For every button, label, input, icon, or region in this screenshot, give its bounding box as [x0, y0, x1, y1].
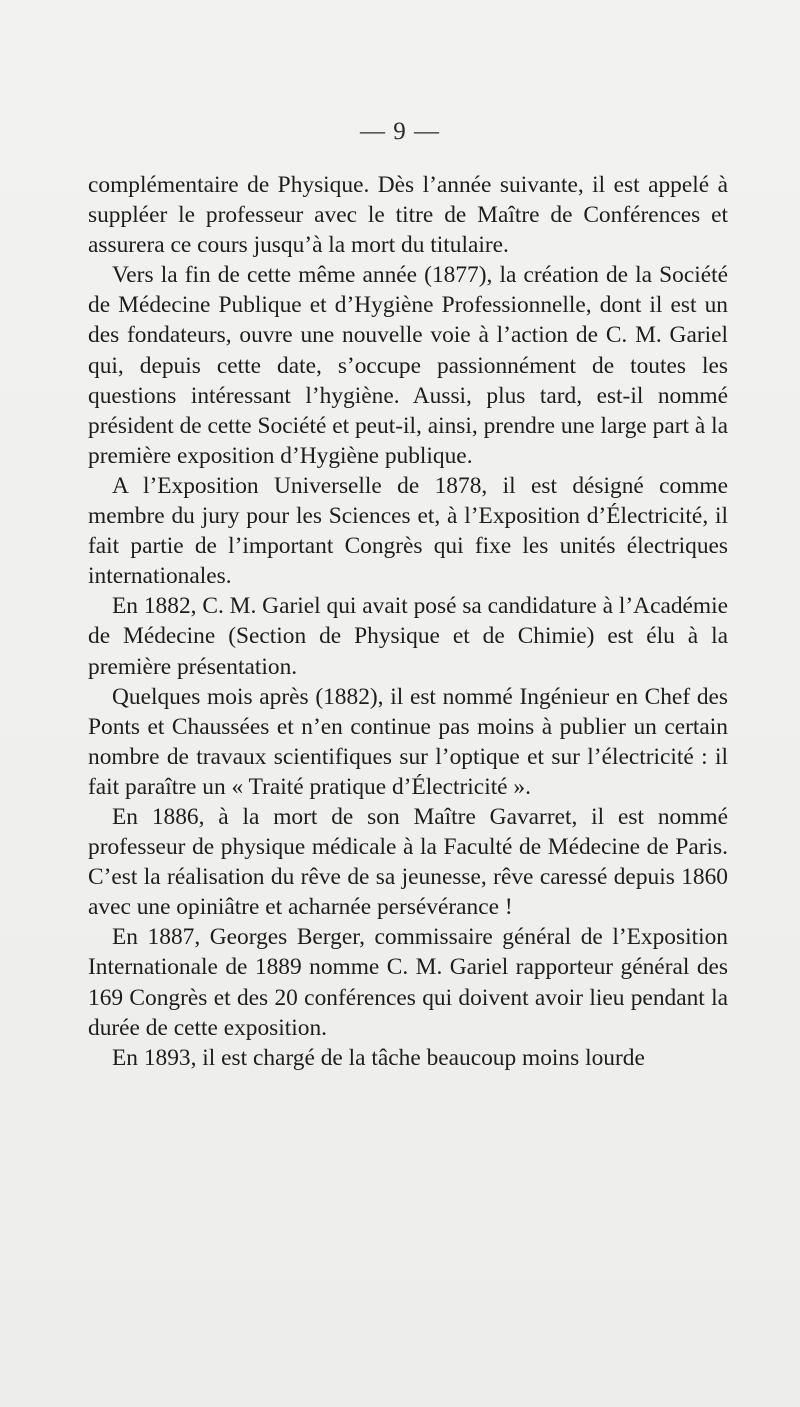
- paragraph-8: En 1893, il est chargé de la tâche beaucoup moins lourde: [112, 1044, 645, 1071]
- paragraph-3: A l’Exposition Universelle de 1878, il est désigné comme membre du jury pour les Sciences et, à l’Exposition d’Électricité, il fait partie de l’important Congrès qui fixe les unités électriques internationales.: [88, 472, 728, 590]
- paragraph-4: En 1882, C. M. Gariel qui avait posé sa candidature à l’Académie de Médecine (Section de Physique et de Chimie) est élu à la première présentation.: [88, 593, 728, 680]
- page-number: — 9 —: [360, 118, 440, 145]
- paragraph-6: En 1886, à la mort de son Maître Gavarret, il est nommé professeur de physique médicale à la Faculté de Médecine de Paris. C’est la réalisation du rêve de sa jeunesse, rêve caressé depuis 1860 avec une opiniâtre et acharnée persévérance !: [88, 803, 728, 921]
- paragraph-2: Vers la fin de cette même année (1877), la création de la Société de Médecine Publique et d’Hygiène Professionnelle, dont il est un des fondateurs, ouvre une nouvelle voie à l’action de C. M. Gariel qui, depuis cette date, s’occupe passionnément de toutes les questions intéressant l’hygiène. Aussi, plus tard, est-il nommé président de cette Société et peut-il, ainsi, prendre une large part à la première exposition d’Hygiène publique.: [88, 262, 728, 469]
- paragraph-1: complémentaire de Physique. Dès l’année suivante, il est appelé à suppléer le professeur avec le titre de Maître de Conférences et assurera ce cours jusqu’à la mort du titulaire.: [88, 172, 728, 259]
- paragraph-5: Quelques mois après (1882), il est nommé Ingénieur en Chef des Ponts et Chaussées et n’en continue pas moins à publier un certain nombre de travaux scientifiques sur l’optique et sur l’électricité : il fait paraître un « Traité pratique d’Électricité ».: [88, 683, 728, 800]
- body-text: [88, 170, 728, 1073]
- paragraph-7: En 1887, Georges Berger, commissaire général de l’Exposition Internationale de 1889 nomme C. M. Gariel rapporteur général des 169 Congrès et des 20 conférences qui doivent avoir lieu pendant la durée de cette exposition.: [88, 924, 728, 1041]
